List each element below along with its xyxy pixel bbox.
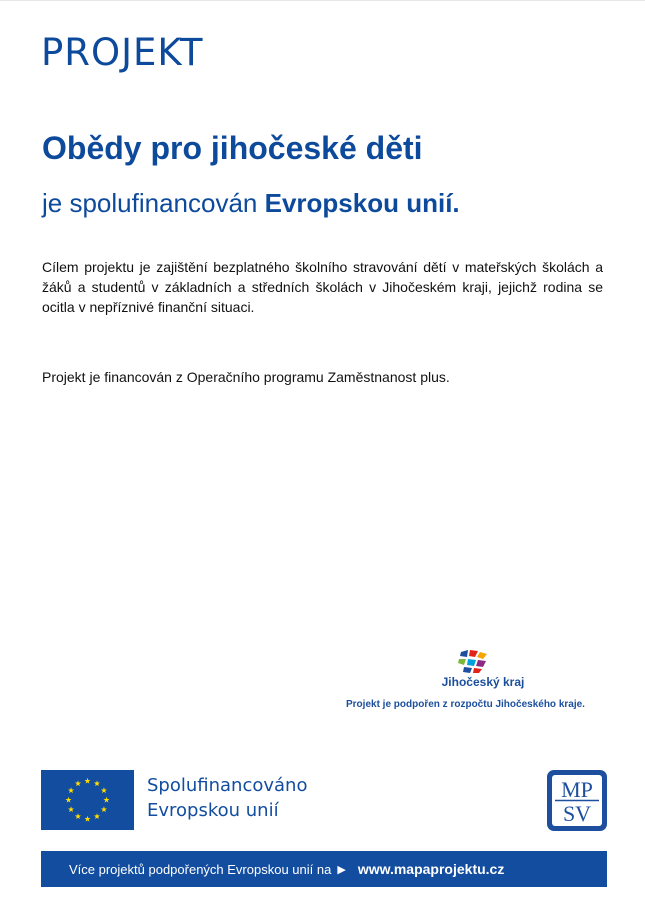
eu-star — [94, 780, 100, 786]
eu-star — [84, 816, 90, 822]
eu-cofinanced-text — [147, 773, 307, 823]
eu-star — [94, 813, 100, 819]
mpsv-top: MP — [561, 777, 593, 802]
footer-bar — [41, 851, 607, 887]
mpsv-logo — [547, 770, 607, 831]
eu-line-2: Evropskou unií — [147, 800, 279, 821]
eu-star — [65, 797, 71, 803]
eu-star — [68, 787, 74, 793]
mpsv-bottom: SV — [562, 801, 592, 826]
arrow-right-icon: ▶ — [337, 863, 346, 876]
top-rule — [0, 0, 645, 1]
eu-flag — [41, 770, 134, 830]
funding-note: Projekt je financován z Operačního programu Zaměstnanost plus. — [42, 369, 450, 385]
eu-star — [101, 787, 107, 793]
subtitle-bold: Evropskou unií. — [264, 188, 460, 218]
subtitle-prefix: je spolufinancován — [42, 188, 265, 218]
region-support-note: Projekt je podpořen z rozpočtu Jihočeského kraje. — [346, 699, 585, 710]
eu-star — [75, 780, 81, 786]
eu-line-1: Spolufinancováno — [147, 775, 308, 796]
region-name: Jihočeský kraj — [441, 675, 525, 689]
eu-star — [75, 813, 81, 819]
eu-star — [84, 778, 90, 784]
footer-url-link[interactable]: www.mapaprojektu.cz — [357, 861, 505, 877]
projekt-label: PROJEKT — [41, 31, 204, 74]
eu-stars-icon — [41, 770, 134, 830]
eu-star — [68, 806, 74, 812]
eu-star — [103, 797, 109, 803]
footer-more-projects: Více projektů podpořených Evropskou unií na — [69, 861, 332, 877]
jihocesky-kraj-logo-icon — [455, 648, 493, 674]
project-title: Obědy pro jihočeské děti — [42, 130, 423, 166]
project-subtitle — [42, 185, 460, 221]
project-description: Cílem projektu je zajištění bezplatného školního stravování dětí v mateřských školách a žáků a studentů v základních a středních školách v Jihočeském kraji, jejichž rodina se ocitla v nepříznivé finanční situaci. — [42, 259, 603, 315]
eu-star — [101, 806, 107, 812]
